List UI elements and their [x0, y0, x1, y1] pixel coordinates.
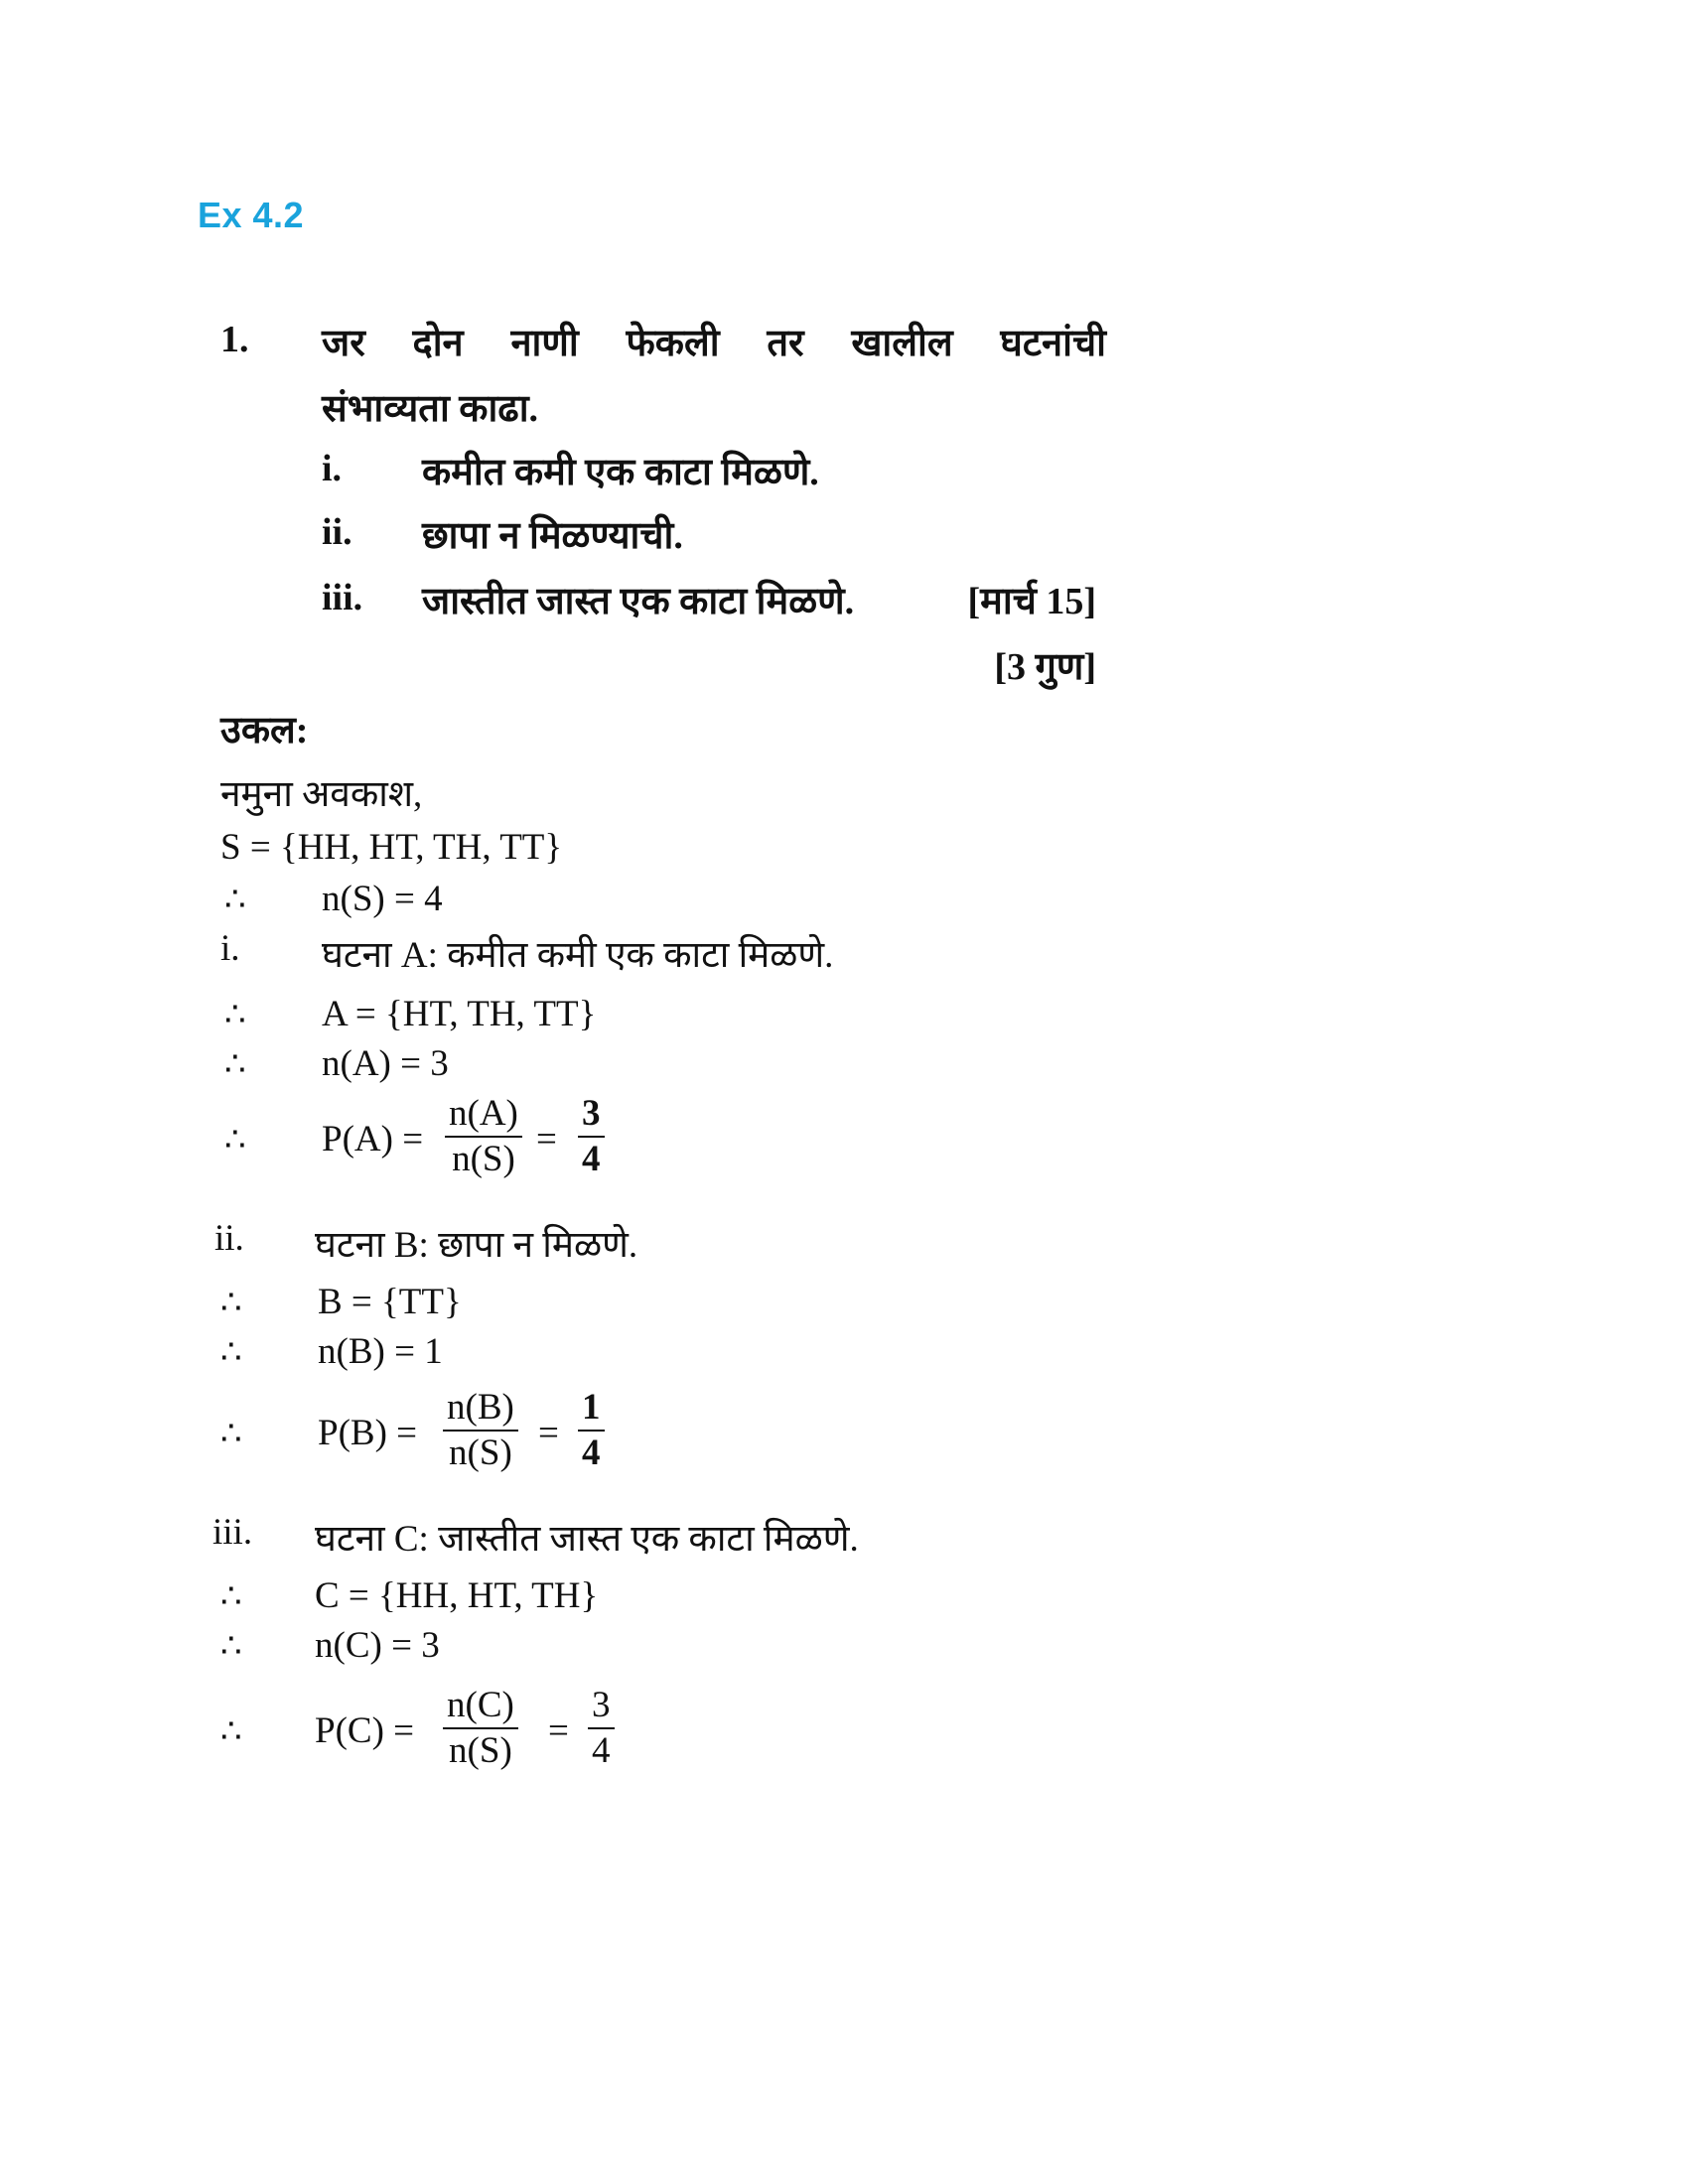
fraction-numerator: n(C) — [447, 1685, 514, 1725]
therefore-symbol: ∴ — [224, 1046, 246, 1083]
question-word: खालील — [851, 323, 953, 364]
fraction-denominator: n(S) — [449, 1433, 512, 1473]
fraction-denominator: n(S) — [449, 1730, 512, 1771]
subpart-text: कमीत कमी एक काटा मिळणे. — [422, 452, 819, 493]
probability-fraction — [445, 1092, 522, 1181]
event-count: n(C) = 3 — [315, 1625, 440, 1666]
fraction-denominator: n(S) — [452, 1139, 515, 1179]
equals-sign: = — [536, 1119, 557, 1160]
probability-fraction — [443, 1684, 518, 1773]
subpart-marker: ii. — [322, 511, 352, 553]
exam-tag: [मार्च 15] — [967, 581, 1096, 622]
event-count: n(B) = 1 — [318, 1331, 443, 1372]
result-numerator: 3 — [592, 1685, 611, 1725]
subpart-marker: i. — [322, 448, 343, 489]
equals-sign: = — [548, 1710, 569, 1751]
event-set: A = {HT, TH, TT} — [322, 994, 597, 1034]
probability-result — [578, 1386, 605, 1475]
probability-fraction — [443, 1386, 518, 1475]
therefore-symbol: ∴ — [220, 1285, 242, 1321]
therefore-symbol: ∴ — [220, 1628, 242, 1665]
subpart-text: जास्तीत जास्त एक काटा मिळणे. — [422, 581, 855, 622]
question-text-line1 — [322, 316, 1106, 367]
question-word: फेकली — [626, 323, 720, 364]
result-denominator: 4 — [582, 1433, 601, 1473]
therefore-symbol: ∴ — [224, 1122, 246, 1159]
equals-sign: = — [538, 1413, 559, 1453]
therefore-symbol: ∴ — [220, 1578, 242, 1615]
event-set: C = {HH, HT, TH} — [315, 1575, 599, 1616]
event-set: B = {TT} — [318, 1282, 462, 1322]
therefore-symbol: ∴ — [224, 997, 246, 1033]
result-denominator: 4 — [592, 1730, 611, 1771]
result-numerator: 1 — [582, 1387, 601, 1428]
question-word: तर — [767, 323, 804, 364]
fraction-numerator: n(A) — [449, 1093, 518, 1134]
subpart-text: छापा न मिळण्याची. — [422, 515, 683, 557]
probability-lhs: P(B) = — [318, 1413, 418, 1453]
sample-space: S = {HH, HT, TH, TT} — [220, 827, 563, 868]
exercise-title: Ex 4.2 — [198, 195, 305, 235]
sample-space-label: नमुना अवकाश, — [220, 774, 423, 815]
part-marker: iii. — [212, 1512, 253, 1553]
probability-result — [578, 1092, 605, 1181]
sample-space-count: n(S) = 4 — [322, 879, 443, 919]
question-word: घटनांची — [1000, 323, 1106, 364]
question-text-line2: संभाव्यता काढा. — [322, 388, 539, 430]
question-word: दोन — [412, 323, 464, 364]
event-count: n(A) = 3 — [322, 1043, 449, 1084]
therefore-symbol: ∴ — [220, 1416, 242, 1452]
probability-lhs: P(C) = — [315, 1710, 415, 1751]
question-number: 1. — [220, 319, 249, 360]
subpart-marker: iii. — [322, 577, 363, 618]
probability-result — [588, 1684, 615, 1773]
result-numerator: 3 — [582, 1093, 601, 1134]
marks-badge: [3 गुण] — [994, 646, 1096, 688]
part-marker: i. — [220, 928, 240, 969]
event-description: घटना B: छापा न मिळणे. — [315, 1225, 638, 1266]
question-word: जर — [322, 323, 365, 364]
probability-lhs: P(A) = — [322, 1119, 424, 1160]
therefore-symbol: ∴ — [220, 1334, 242, 1371]
solution-title: उकल: — [220, 710, 309, 751]
event-description: घटना A: कमीत कमी एक काटा मिळणे. — [322, 935, 834, 976]
question-word: नाणी — [510, 323, 579, 364]
fraction-numerator: n(B) — [447, 1387, 514, 1428]
part-marker: ii. — [214, 1218, 244, 1259]
event-description: घटना C: जास्तीत जास्त एक काटा मिळणे. — [315, 1519, 859, 1560]
result-denominator: 4 — [582, 1139, 601, 1179]
therefore-symbol: ∴ — [220, 1713, 242, 1750]
therefore-symbol: ∴ — [224, 882, 246, 918]
